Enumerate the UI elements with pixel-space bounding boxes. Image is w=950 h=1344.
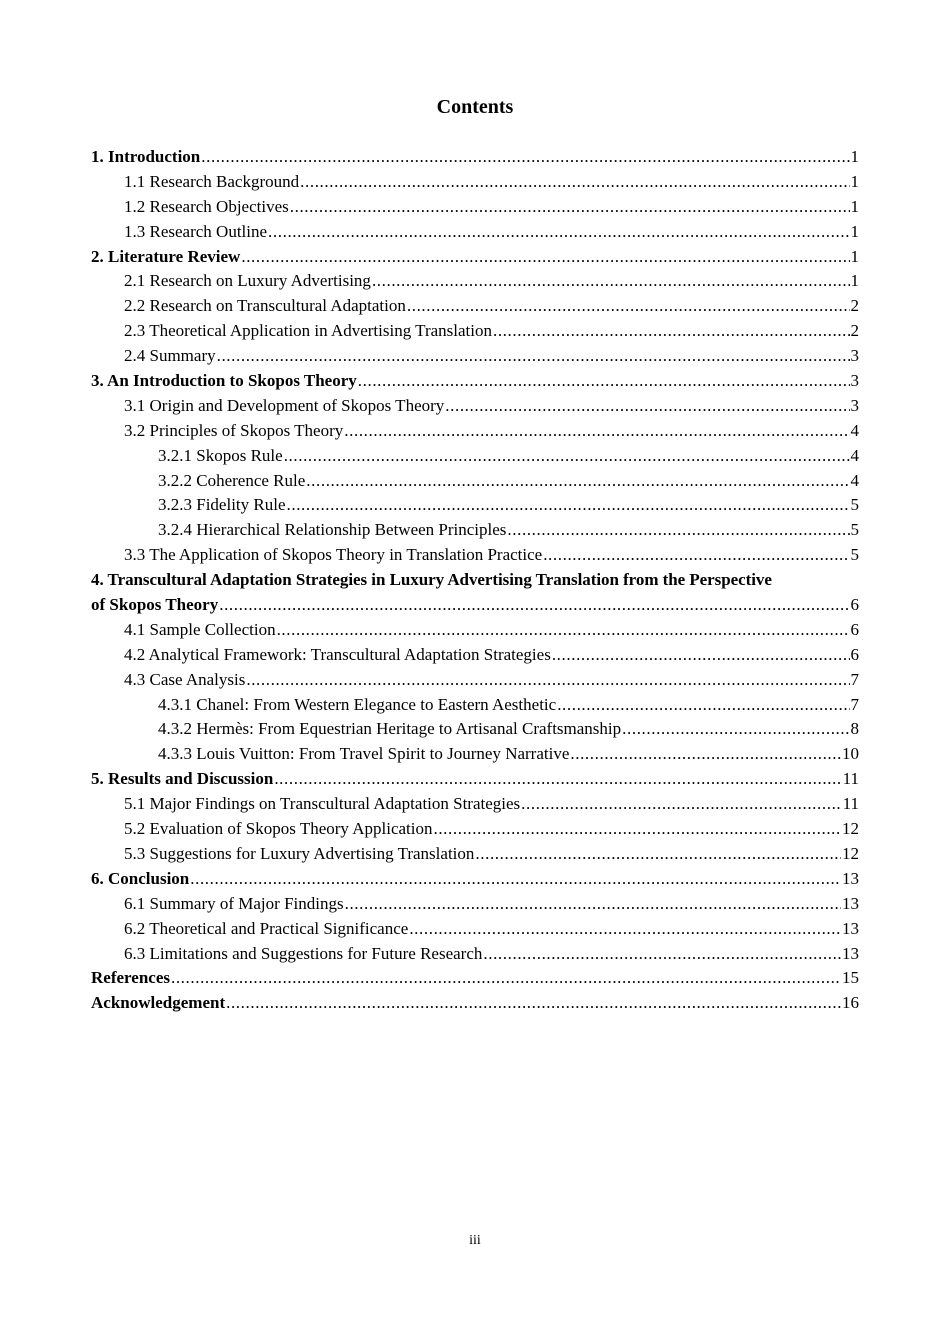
dot-leader (226, 991, 841, 1016)
toc-entry-principles[interactable] (91, 419, 859, 444)
toc-entry-page: 13 (842, 868, 859, 888)
dot-leader (507, 518, 849, 543)
toc-entry-coherence-rule[interactable] (91, 469, 859, 494)
toc-entry-label: 4.3 Case Analysis (124, 669, 246, 689)
toc-entry-luxury-advertising[interactable] (91, 269, 859, 294)
toc-entry-label: 3.2.4 Hierarchical Relationship Between Principles (158, 520, 507, 540)
dot-leader (543, 543, 849, 568)
toc-entry-page: 6 (850, 595, 859, 615)
dot-leader (493, 319, 850, 344)
toc-entry-page: 1 (850, 171, 859, 191)
toc-entry-page: 6 (850, 644, 859, 664)
toc-entry-research-objectives[interactable] (91, 195, 859, 220)
dot-leader (241, 245, 849, 270)
toc-entry-transcultural-adaptation[interactable] (91, 294, 859, 319)
toc-entry-case-analysis[interactable] (91, 668, 859, 693)
toc-entry-label: 3. An Introduction to Skopos Theory (91, 371, 357, 391)
toc-entry-label: 5.2 Evaluation of Skopos Theory Application (124, 819, 433, 839)
dot-leader (300, 170, 849, 195)
toc-entry-label: 6.2 Theoretical and Practical Significance (124, 918, 409, 938)
dot-leader (409, 917, 841, 942)
toc-entry-label: 5.1 Major Findings on Transcultural Adaptation Strategies (124, 794, 521, 814)
toc-entry-page: 8 (850, 719, 859, 739)
toc-entry-hierarchical-relationship[interactable] (91, 518, 859, 543)
toc-entry-page: 1 (850, 147, 859, 166)
dot-leader (483, 942, 841, 967)
toc-entry-label: 1. Introduction (91, 147, 201, 166)
toc-entry-page: 2 (850, 321, 859, 341)
toc-entry-page: 3 (850, 346, 859, 366)
dot-leader (358, 369, 850, 394)
toc-entry-label: 3.2.1 Skopos Rule (158, 445, 283, 465)
dot-leader (274, 767, 841, 792)
toc-entry-page: 11 (842, 794, 859, 814)
toc-entry-acknowledgement[interactable] (91, 991, 859, 1016)
toc-entry-conclusion[interactable] (91, 867, 859, 892)
toc-entry-page: 1 (850, 221, 859, 241)
toc-entry-page: 1 (850, 196, 859, 216)
dot-leader (372, 269, 850, 294)
toc-entry-skopos-theory[interactable] (91, 369, 859, 394)
toc-entry-research-background[interactable] (91, 170, 859, 195)
toc-entry-page: 7 (850, 669, 859, 689)
toc-entry-page: 6 (850, 619, 859, 639)
toc-entry-label: of Skopos Theory (91, 595, 219, 615)
toc-entry-page: 5 (850, 520, 859, 540)
toc-entry-page: 1 (850, 246, 859, 266)
toc-entry-label: References (91, 968, 170, 988)
toc-entry-skopos-rule[interactable] (91, 444, 859, 469)
toc-entry-page: 13 (842, 893, 859, 913)
toc-entry-analytical-framework[interactable] (91, 643, 859, 668)
dot-leader (306, 469, 849, 494)
toc-entry-label: 1.2 Research Objectives (124, 196, 289, 216)
dot-leader (190, 867, 841, 892)
dot-leader (407, 294, 850, 319)
toc-entry-theoretical-application[interactable] (91, 319, 859, 344)
toc-entry-page: 1 (850, 271, 859, 291)
dot-leader (290, 195, 850, 220)
toc-entry-strategies[interactable] (91, 593, 859, 618)
toc-entry-sample-collection[interactable] (91, 618, 859, 643)
toc-entry-page: 5 (850, 495, 859, 515)
toc-entry-fidelity-rule[interactable] (91, 493, 859, 518)
toc-entry-page: 15 (842, 968, 859, 988)
toc-entry-label: 1.3 Research Outline (124, 221, 268, 241)
toc-entry-hermes[interactable] (91, 717, 859, 742)
toc-entry-application-practice[interactable] (91, 543, 859, 568)
toc-entry-page: 5 (850, 545, 859, 565)
toc-entry-label: 4.3.1 Chanel: From Western Elegance to Eastern Aesthetic (158, 694, 557, 714)
toc-entry-page: 13 (842, 943, 859, 963)
toc-entry-label: 3.2.2 Coherence Rule (158, 470, 306, 490)
toc-entry-page: 4 (850, 445, 859, 465)
toc-entry-label: 6.3 Limitations and Suggestions for Future Research (124, 943, 483, 963)
toc-entry-summary-findings[interactable] (91, 892, 859, 917)
dot-leader (344, 419, 849, 444)
toc-entry-label: 3.3 The Application of Skopos Theory in Translation Practice (124, 545, 543, 565)
toc-entry-label: 3.1 Origin and Development of Skopos Theory (124, 395, 445, 415)
toc-entry-major-findings[interactable] (91, 792, 859, 817)
toc-entry-origin-development[interactable] (91, 394, 859, 419)
toc-entry-label: 6. Conclusion (91, 868, 190, 888)
footer-page-number: iii (469, 1233, 481, 1248)
toc-entry-page: 16 (842, 993, 859, 1013)
toc-entry-page: 10 (842, 744, 859, 764)
toc-entry-label: Acknowledgement (91, 993, 226, 1013)
toc-entry-label: 4.3.2 Hermès: From Equestrian Heritage to Artisanal Craftsmanship (158, 719, 622, 739)
toc-entry-page: 11 (842, 769, 859, 789)
toc-entry-label: 1.1 Research Background (124, 171, 300, 191)
toc-entry-page: 12 (842, 843, 859, 863)
toc-entry-label: 2.1 Research on Luxury Advertising (124, 271, 371, 291)
toc-entry-label: 3.2.3 Fidelity Rule (158, 495, 286, 515)
toc-entry-page: 4 (850, 420, 859, 440)
dot-leader (557, 693, 849, 718)
toc-entry-label: 2.3 Theoretical Application in Advertising Translation (124, 321, 492, 341)
toc-entry-louis-vuitton[interactable] (91, 742, 859, 767)
toc-entry-summary[interactable] (91, 344, 859, 369)
toc-entry-label: 4.2 Analytical Framework: Transcultural Adaptation Strategies (124, 644, 551, 664)
dot-leader (217, 344, 850, 369)
dot-leader (521, 792, 841, 817)
dot-leader (201, 145, 849, 170)
dot-leader (246, 668, 849, 693)
toc-entry-page: 4 (850, 470, 859, 490)
toc-entry-chanel[interactable] (91, 693, 859, 718)
toc-entry-significance[interactable] (91, 917, 859, 942)
toc-entry-page: 3 (850, 371, 859, 391)
table-of-contents (91, 145, 859, 1016)
toc-entry-literature-review[interactable] (91, 245, 859, 270)
dot-leader (219, 593, 849, 618)
dot-leader (268, 220, 849, 245)
dot-leader (433, 817, 841, 842)
toc-entry-introduction[interactable] (91, 145, 859, 170)
toc-entry-label: 2.4 Summary (124, 346, 216, 366)
toc-entry-evaluation[interactable] (91, 817, 859, 842)
dot-leader (552, 643, 850, 668)
toc-entry-label: 2.2 Research on Transcultural Adaptation (124, 296, 406, 316)
dot-leader (284, 444, 850, 469)
toc-entry-limitations[interactable] (91, 942, 859, 967)
dot-leader (570, 742, 841, 767)
toc-entry-suggestions[interactable] (91, 842, 859, 867)
dot-leader (171, 966, 841, 991)
dot-leader (287, 493, 850, 518)
toc-entry-label: 6.1 Summary of Major Findings (124, 893, 344, 913)
toc-entry-page: 3 (850, 395, 859, 415)
toc-entry-label: 2. Literature Review (91, 246, 241, 266)
toc-entry-page: 13 (842, 918, 859, 938)
toc-entry-label: 4.1 Sample Collection (124, 619, 276, 639)
toc-entry-label: 3.2 Principles of Skopos Theory (124, 420, 344, 440)
toc-entry-label: 4.3.3 Louis Vuitton: From Travel Spirit to Journey Narrative (158, 744, 570, 764)
dot-leader (445, 394, 849, 419)
toc-entry-page: 7 (850, 694, 859, 714)
toc-entry-page: 2 (850, 296, 859, 316)
dot-leader (345, 892, 841, 917)
toc-entry-results-discussion[interactable] (91, 767, 859, 792)
toc-entry-label: 5. Results and Discussion (91, 769, 274, 789)
dot-leader (622, 717, 849, 742)
toc-entry-research-outline[interactable] (91, 220, 859, 245)
page-title: Contents (436, 96, 514, 118)
toc-entry-label: 5.3 Suggestions for Luxury Advertising Translation (124, 843, 475, 863)
toc-entry-strategies-line1[interactable]: 4. Transcultural Adaptation Strategies in Luxury Advertising Translation from the Perspective (91, 570, 772, 590)
toc-entry-references[interactable] (91, 966, 859, 991)
dot-leader (277, 618, 850, 643)
toc-entry-page: 12 (842, 819, 859, 839)
dot-leader (475, 842, 841, 867)
